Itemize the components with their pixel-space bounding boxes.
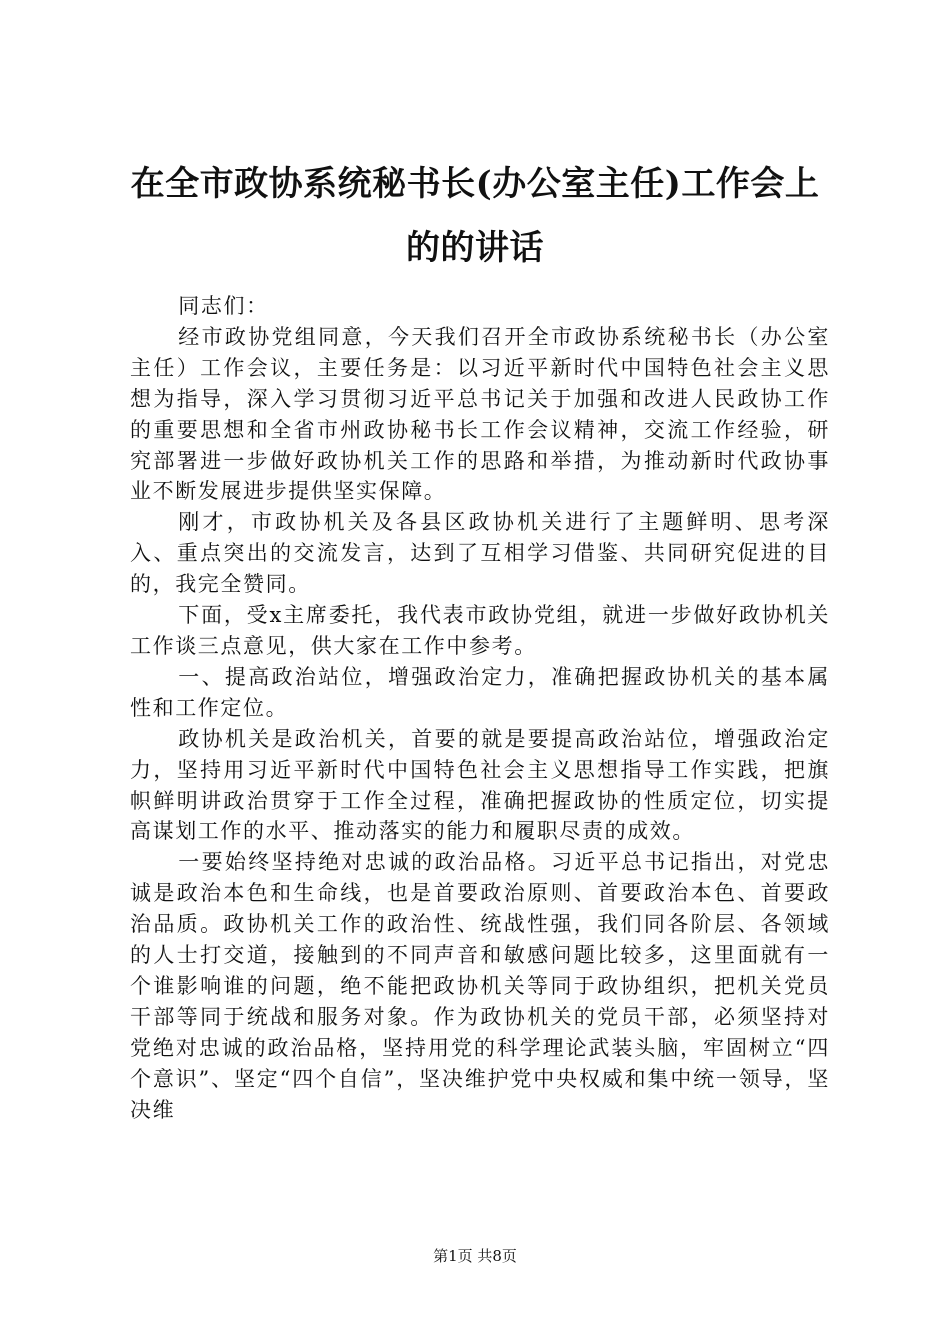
paragraph: 一要始终坚持绝对忠诚的政治品格。习近平总书记指出，对党忠诚是政治本色和生命线，也是首要政治原则、首要政治本色、首要政治品质。政协机关工作的政治性、统战性强，我们同各阶层、各领域的人士打交道，接触到的不同声音和敏感问题比较多，这里面就有一个谁影响谁的问题，绝不能把政协机关等同于政协组织，把机关党员干部等同于统战和服务对象。作为政协机关的党员干部，必须坚持对党绝对忠诚的政治品格，坚持用党的科学理论武装头脑，牢固树立“四个意识”、坚定“四个自信”，坚决维护党中央权威和集中统一领导，坚决维 — [130, 850, 830, 1122]
title-line-1: 在全市政协系统秘书长(办公室主任)工作会上 — [130, 164, 820, 204]
section-heading: 一、提高政治站位，增强政治定力，准确把握政协机关的基本属性和工作定位。 — [130, 664, 830, 720]
title-line-2: 的的讲话 — [406, 228, 544, 268]
paragraph: 下面，受x主席委托，我代表市政协党组，就进一步做好政协机关工作谈三点意见，供大家在工作中参考。 — [130, 603, 830, 658]
salutation: 同志们： — [178, 294, 269, 318]
document-title — [110, 152, 840, 280]
paragraph: 政协机关是政治机关，首要的就是要提高政治站位，增强政治定力，坚持用习近平新时代中国特色社会主义思想指导工作实践，把旗帜鲜明讲政治贯穿于工作全过程，准确把握政协的性质定位，切实提高谋划工作的水平、推动落实的能力和履职尽责的成效。 — [130, 726, 830, 844]
paragraph: 刚才，市政协机关及各县区政协机关进行了主题鲜明、思考深入、重点突出的交流发言，达到了互相学习借鉴、共同研究促进的目的，我完全赞同。 — [130, 510, 830, 597]
document-body — [130, 291, 830, 1125]
page-number: 第1页 共8页 — [433, 1247, 517, 1265]
paragraph: 经市政协党组同意，今天我们召开全市政协系统秘书长（办公室主任）工作会议，主要任务是：以习近平新时代中国特色社会主义思想为指导，深入学习贯彻习近平总书记关于加强和改进人民政协工作的重要思想和全省市州政协秘书长工作会议精神，交流工作经验，研究部署进一步做好政协机关工作的思路和举措，为推动新时代政协事业不断发展进步提供坚实保障。 — [130, 324, 830, 504]
